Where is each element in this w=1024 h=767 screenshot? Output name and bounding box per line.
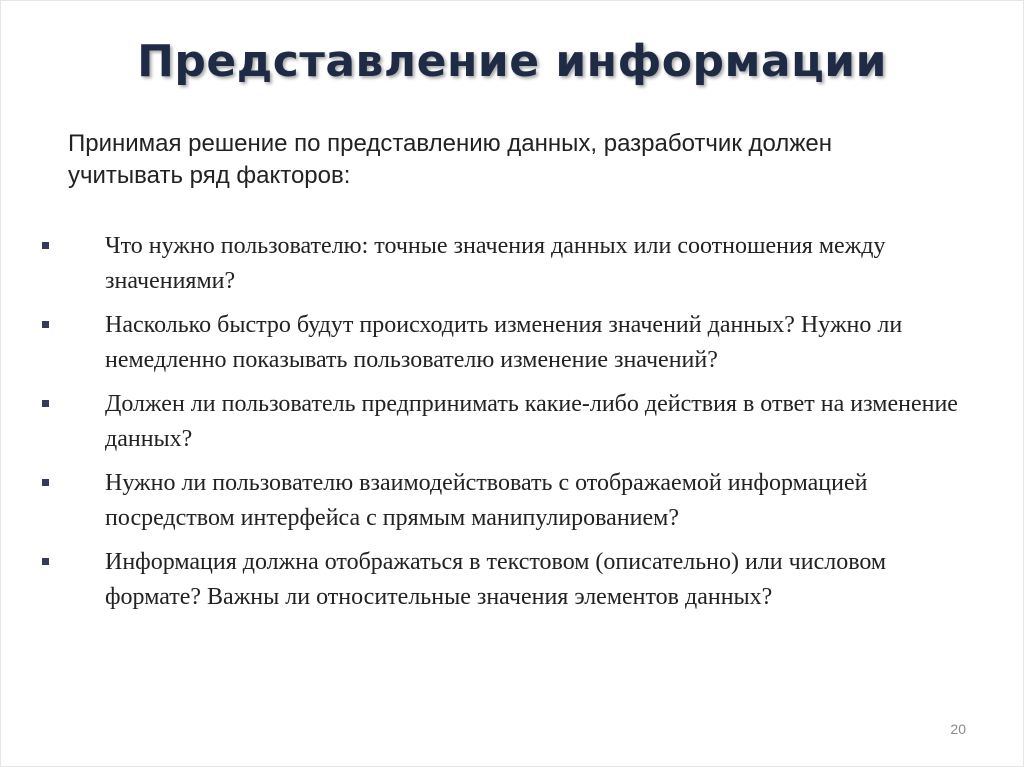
square-bullet-icon bbox=[42, 400, 49, 407]
bullet-text: Нужно ли пользователю взаимодействовать с отображаемой информацией посредством интерфейса с прямым манипулированием? bbox=[105, 470, 868, 531]
bullet-text: Должен ли пользователь предпринимать какие-либо действия в ответ на изменение данных? bbox=[105, 391, 958, 452]
bullet-text: Насколько быстро будут происходить изменения значений данных? Нужно ли немедленно показывать пользователю изменение значений? bbox=[105, 312, 903, 373]
intro-text: Принимая решение по представлению данных, разработчик должен учитывать ряд факторов: bbox=[68, 130, 832, 189]
bullet-item bbox=[36, 387, 986, 457]
slide-title: Представление информации bbox=[137, 36, 887, 87]
page-number: 20 bbox=[950, 721, 966, 737]
bullet-list bbox=[36, 229, 986, 624]
square-bullet-icon bbox=[42, 479, 49, 486]
bullet-item bbox=[36, 466, 986, 536]
square-bullet-icon bbox=[42, 558, 49, 565]
bullet-item bbox=[36, 545, 986, 615]
bullet-text: Что нужно пользователю: точные значения данных или соотношения между значениями? bbox=[105, 233, 886, 294]
bullet-item bbox=[36, 308, 986, 378]
square-bullet-icon bbox=[42, 242, 49, 249]
bullet-item bbox=[36, 229, 986, 299]
square-bullet-icon bbox=[42, 321, 49, 328]
bullet-text: Информация должна отображаться в текстовом (описательно) или числовом формате? Важны ли относительные значения элементов данных? bbox=[105, 549, 887, 610]
